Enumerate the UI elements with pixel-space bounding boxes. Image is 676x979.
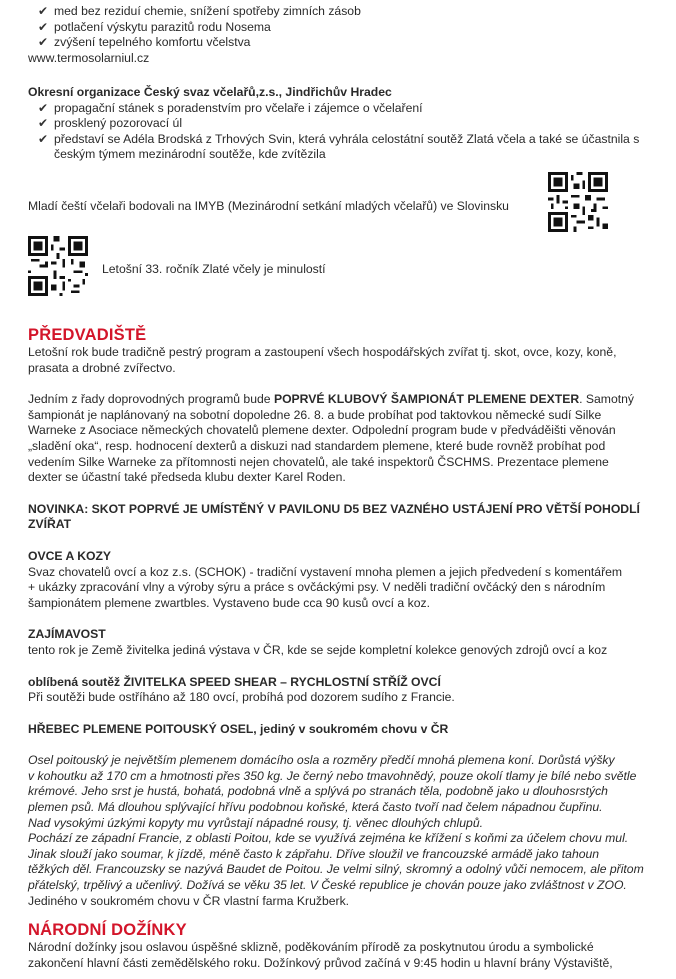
dexter-paragraph: Jedním z řady doprovodných programů bude POPRVÉ KLUBOVÝ ŠAMPIONÁT PLEMENE DEXTER. Samotný	[28, 392, 634, 407]
check-icon: ✔	[38, 19, 49, 34]
zajimavost-heading: ZAJÍMAVOST	[28, 627, 106, 642]
section-heading-predvadiste: PŘEDVADIŠTĚ	[28, 326, 147, 344]
qr-code-icon[interactable]	[28, 236, 88, 296]
list-item: ✔ propagační stánek s poradenstvím pro včelaře i zájemce o včelaření	[38, 100, 423, 115]
list-item: ✔ představí se Adéla Brodská z Trhových Svin, která vyhrála celostátní soutěž Zlatá včela a také se účastnila s českým týmem mezinárodní soutěže, kde zvítězila	[38, 131, 640, 162]
list-item: ✔ zvýšení tepelného komfortu včelstva	[38, 35, 251, 50]
qr-caption-zlata-vcela: Letošní 33. ročník Zlaté včely je minulostí	[102, 262, 326, 276]
qr-caption-imyb: Mladí čeští včelaři bodovali na IMYB (Mezinárodní setkání mladých včelařů) ve Slovinsku	[28, 199, 509, 213]
predvadiste-section: PŘEDVADIŠTĚ Letošní rok bude tradičně pestrý program a zastoupení všech hospodářských zvířat tj. skot, ovce, kozy, koně, prasata a drobné zvířectvo. Jedním z řady doprovodných programů bude POPRVÉ KLUBOVÝ ŠAMPIONÁT PLEMENE DEXTER. Samotný šampionát je naplánovaný na sobotní dopoledne 26. 8. a bude probíhat pod taktovkou německé sudí Silke Warneke z Asociace německých chovatelů plemene dexter. Odpolední program bude v předváděišti věnován „sladění oka“, resp. hodnocení dexterů a diskuzi nad standardem plemene, které bude rovněž probíhat pod vedením Silke Warneke za přítomnosti nejen chovatelů, ale také inspektorů ČSCHMS. Prezentace plemene dexter se účastní také předseda klubu dexter Karel Roden. NOVINKA: SKOT POPRVÉ JE UMÍSTĚNÝ V PAVILONU D5 BEZ VAZNÉHO USTÁJENÍ PRO VĚTŠÍ POHODLÍ ZVÍŘAT OVCE A KOZY Svaz chovatelů ovcí a koz z.s. (SCHOK) - tradiční vystavení mnoha plemen a jejich předvedení s komentářem + ukázky zpracování vlny a výroby sýru a práce s ovčáckými psy. V neděli tradiční ovčácký den s národním šampionátem plemene zwartbles. Vystaveno bude cca 90 kusů ovcí a koz. ZAJÍMAVOST tento rok je Země živitelka jediná výstava v ČR, kde se sejde kompletní kolekce genových zdrojů ovcí a koz oblíbená soutěž ŽIVITELKA SPEED SHEAR – RYCHLOSTNÍ STŘÍŽ OVCÍ Při soutěži bude ostříháno až 180 ovcí, probíhá pod dozorem sudího z Francie. HŘEBEC PLEMENE POITOUSKÝ OSEL, jediný v soukromém chovu v ČR Osel poitouský je největším plemenem domácího osla a rozměry předčí mnohá plemena koní. Dorůstá výšky v kohoutku až 170 cm a hmotnosti přes 350 kg. Je černý nebo tmavohnědý, pouze okolí tlamy je bílé nebo světle krémové. Jeho srst je hustá, bohatá, podobná vlně a splývá po stranách těla, podobně jako u dlouhosrstých plemen psů. Má dlouhou splývající hřívu podobnou koňské, která často tvoří nad čelem nápadnou čupřinu. Nad vysokými úzkými kopyty mu vyrůstají nápadné rousy, tj. věnec dlouhých chlupů. Pochází ze západní Francie, z oblasti Poitou, kde se využívá zejména ke křížení s koňmi za účelem chovu mul. Jinak slouží jako soumar, k jízdě, méně často k zápřahu. Dříve sloužil ve francouzské armádě jako tahoun těžkých děl. Francouzsky se nazývá Baudet de Poitou. Je velmi silný, skromný a odolný vůči nemocem, ale přitom přátelský, trpělivý a učenlivý. Dožívá se věku 35 let. V České republice je chován pouze jako zvláštnost v ZOO. Jediného v soukromém chovu v ČR vlastní farma Kružberk.	[28, 325, 662, 909]
list-item: ✔ potlačení výskytu parazitů rodu Nosema	[38, 19, 271, 34]
section-heading-dozinky: NÁRODNÍ DOŽÍNKY	[28, 921, 187, 939]
org-heading: Okresní organizace Český svaz včelařů,z.s., Jindřichův Hradec	[28, 85, 392, 99]
top-list-section	[28, 4, 662, 66]
dozinky-section: NÁRODNÍ DOŽÍNKY Národní dožínky jsou oslavou úspěšné sklizně, poděkováním přírodě za poskytnutou úrodu a symbolické zakončení hlavní části zemědělského roku. Dožínkový průvod začíná v 9:45 hodin u hlavní brány Výstaviště,	[28, 920, 662, 971]
novinka-heading: NOVINKA: SKOT POPRVÉ JE UMÍSTĚNÝ V PAVILONU D5 BEZ VAZNÉHO USTÁJENÍ PRO VĚTŠÍ POHODLÍ ZVÍŘAT	[28, 501, 640, 532]
check-icon: ✔	[38, 100, 49, 115]
list-item: ✔ prosklený pozorovací úl	[38, 116, 183, 131]
check-icon: ✔	[38, 4, 49, 18]
qr-code-icon[interactable]	[548, 172, 608, 232]
check-icon: ✔	[38, 116, 49, 131]
check-icon: ✔	[38, 131, 49, 146]
hrebec-heading: HŘEBEC PLEMENE POITOUSKÝ OSEL, jediný v soukromém chovu v ČR	[28, 721, 449, 736]
org-list	[28, 101, 662, 163]
hrebec-description: Osel poitouský je největším plemenem domácího osla a rozměry předčí mnohá plemena koní. Dorůstá výšky v kohoutku až 170 cm a hmotnosti přes 350 kg. Je černý nebo tmavohnědý, pouze okolí tlamy je bílé nebo světle krémové. Jeho srst je hustá, bohatá, podobná vlně a splývá po stranách těla, podobně jako u dlouhosrstých plemen psů. Má dlouhou splývající hřívu podobnou koňské, která často tvoří nad čelem nápadnou čupřinu. Nad vysokými úzkými kopyty mu vyrůstají nápadné rousy, tj. věnec dlouhých chlupů. Pochází ze západní Francie, z oblasti Poitou, kde se využívá zejména ke křížení s koňmi za účelem chovu mul. Jinak slouží jako soumar, k jízdě, méně často k zápřahu. Dříve sloužil ve francouzské armádě jako tahoun těžkých děl. Francouzsky se nazývá Baudet de Poitou. Je velmi silný, skromný a odolný vůči nemocem, ale přitom přátelský, trpělivý a učenlivý. Dožívá se věku 35 let. V České republice je chován pouze jako zvláštnost v ZOO.	[28, 753, 644, 893]
speed-shear-heading: oblíbená soutěž ŽIVITELKA SPEED SHEAR – RYCHLOSTNÍ STŘÍŽ OVCÍ	[28, 674, 441, 689]
ovce-heading: OVCE A KOZY	[28, 548, 112, 563]
org-section	[28, 85, 662, 163]
top-benefit-list	[28, 4, 662, 51]
termosolarni-link[interactable]: www.termosolarniul.cz	[28, 50, 150, 65]
check-icon: ✔	[38, 35, 49, 50]
list-item: ✔ med bez reziduí chemie, snížení spotřeby zimních zásob	[38, 4, 361, 18]
